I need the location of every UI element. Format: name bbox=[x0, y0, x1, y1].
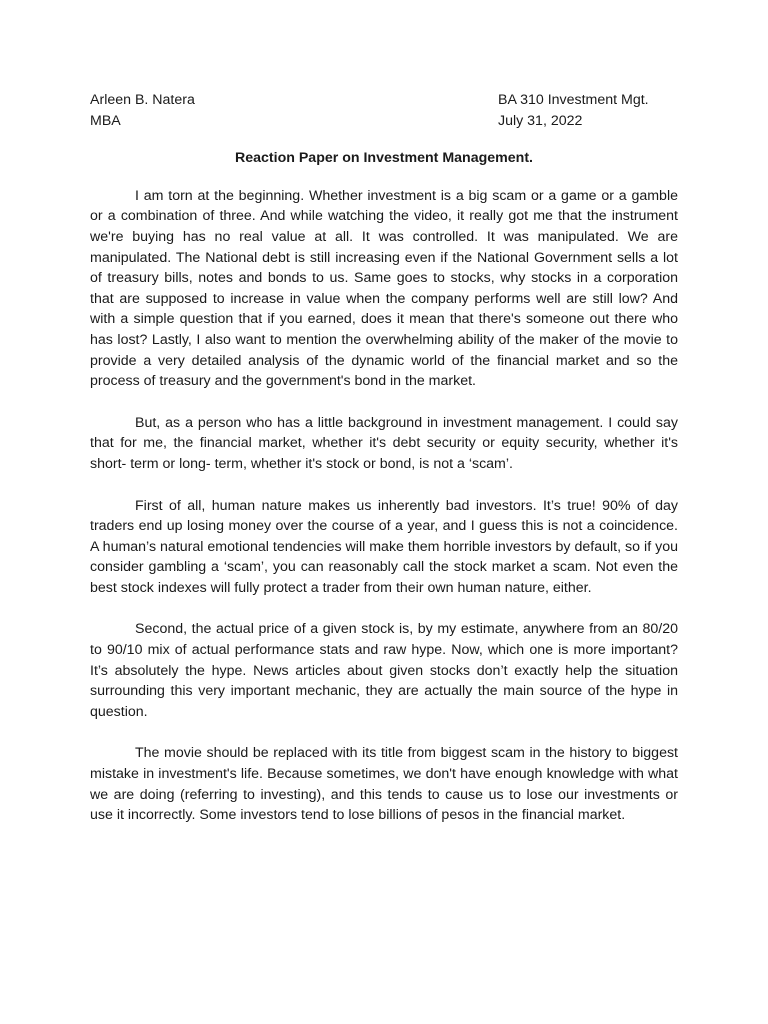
document-header bbox=[90, 90, 678, 131]
author-name: Arleen B. Natera bbox=[90, 92, 195, 108]
paragraph: Second, the actual price of a given stock is, by my estimate, anywhere from an 80/20 to 90/10 mix of actual performance stats and raw hype. Now, which one is more important? It’s absolutely the hype. News articles about given stocks don’t exactly help the situation surrounding this very important mechanic, they are actually the main source of the hype in question. bbox=[90, 621, 678, 720]
paragraph: The movie should be replaced with its title from biggest scam in the history to biggest mistake in investment's life. Because sometimes, we don't have enough knowledge with what we are doing (referring to investing), and this tends to cause us to lose our investments or use it incorrectly. Some investors tend to lose billions of pesos in the financial market. bbox=[90, 745, 678, 824]
course-name: BA 310 Investment Mgt. bbox=[498, 92, 649, 108]
paragraph: I am torn at the beginning. Whether investment is a big scam or a game or a gamble or a combination of three. And while watching the video, it really got me that the instrument we're buying has no real value at all. It was controlled. It was manipulated. We are manipulated. The National debt is still increasing even if the National Government sells a lot of treasury bills, notes and bonds to us. Same goes to stocks, why stocks in a corporation that are supposed to increase in value when the company performs well are still low? And with a simple question that if you earned, does it mean that there's someone out there who has lost? Lastly, I also want to mention the overwhelming ability of the maker of the movie to provide a very detailed analysis of the dynamic world of the financial market and so the process of treasury and the government's bond in the market. bbox=[90, 187, 678, 390]
paragraph: But, as a person who has a little background in investment management. I could say that for me, the financial market, whether it's debt security or equity security, whether it's short- term or long- term, whether it's stock or bond, is not a ‘scam’. bbox=[90, 414, 678, 472]
paragraph: First of all, human nature makes us inherently bad investors. It’s true! 90% of day traders end up losing money over the course of a year, and I guess this is not a coincidence. A human’s natural emotional tendencies will make them horrible investors by default, so if you consider gambling a ‘scam’, you can reasonably call the stock market a scam. Not even the best stock indexes will fully protect a trader from their own human nature, either. bbox=[90, 497, 678, 596]
document-page bbox=[90, 90, 678, 847]
document-title: Reaction Paper on Investment Management. bbox=[234, 150, 533, 167]
document-date: July 31, 2022 bbox=[498, 112, 583, 129]
course-block bbox=[498, 90, 678, 131]
author-degree: MBA bbox=[90, 112, 121, 129]
author-block bbox=[90, 90, 195, 131]
